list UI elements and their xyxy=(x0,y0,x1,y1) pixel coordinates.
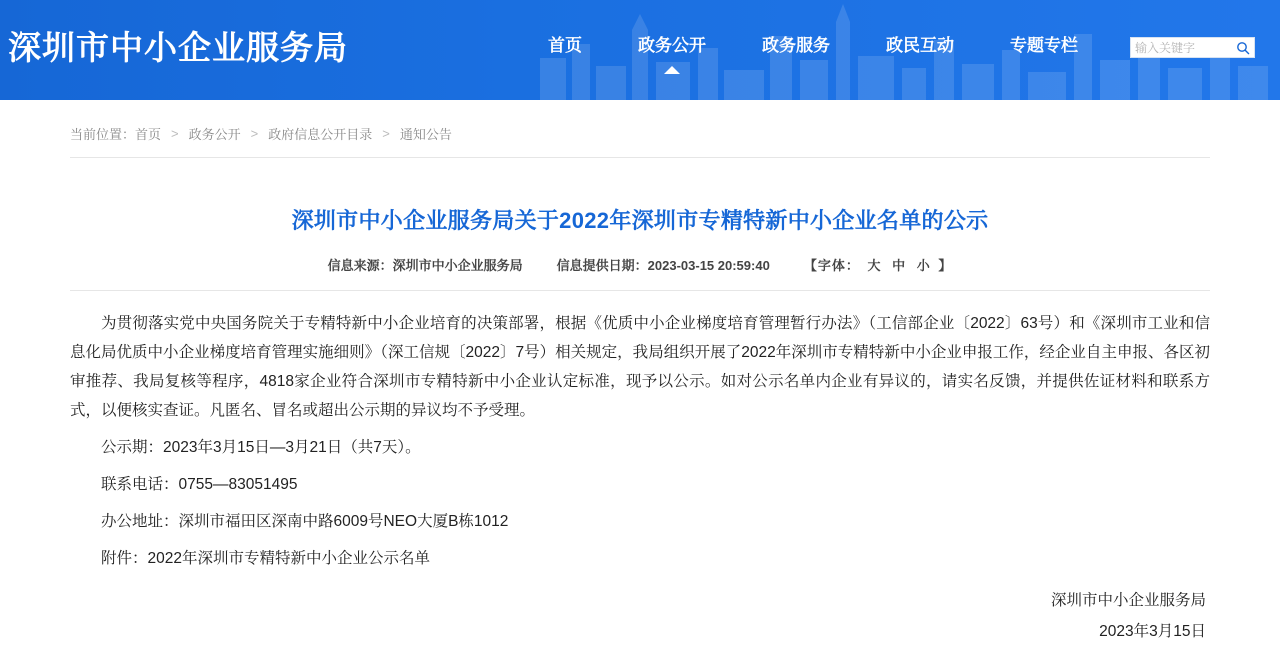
breadcrumb-separator: > xyxy=(171,126,179,141)
article-signature-block xyxy=(70,585,1210,647)
meta-date-value: 2023-03-15 20:59:40 xyxy=(647,257,770,273)
font-size-small[interactable]: 小 xyxy=(916,257,931,273)
search-icon[interactable] xyxy=(1231,38,1254,57)
font-size-medium[interactable]: 中 xyxy=(892,257,907,273)
meta-source-value: 深圳市中小企业服务局 xyxy=(392,257,523,273)
breadcrumb xyxy=(70,124,1210,158)
breadcrumb-separator: > xyxy=(382,126,390,141)
breadcrumb-item-announcements[interactable]: 通知公告 xyxy=(399,127,452,142)
meta-date xyxy=(557,255,770,274)
article xyxy=(70,158,1210,647)
font-size-label: 【字体： xyxy=(803,257,860,273)
nav-item-label: 专题专栏 xyxy=(1010,36,1078,55)
breadcrumb-item-home[interactable]: 首页 xyxy=(135,127,162,142)
meta-source-label: 信息来源： xyxy=(327,257,393,273)
meta-date-label: 信息提供日期： xyxy=(556,257,648,273)
nav-item-label: 首页 xyxy=(548,36,582,55)
breadcrumb-wrap xyxy=(0,100,1280,158)
article-meta xyxy=(70,255,1210,291)
breadcrumb-item-disclosure-catalog[interactable]: 政府信息公开目录 xyxy=(268,127,373,142)
article-body xyxy=(70,291,1210,573)
nav-item-government-disclosure[interactable] xyxy=(610,32,734,60)
search-icon-glyph xyxy=(1236,41,1250,55)
breadcrumb-item-government-disclosure[interactable]: 政务公开 xyxy=(188,127,241,142)
nav-item-special-columns[interactable] xyxy=(982,32,1106,60)
breadcrumb-separator: > xyxy=(250,126,259,141)
font-size-switcher xyxy=(804,255,953,274)
site-header xyxy=(0,0,1280,100)
nav-item-public-interaction[interactable] xyxy=(858,32,982,60)
nav-active-caret xyxy=(664,66,680,74)
signature-date: 2023年3月15日 xyxy=(1099,622,1206,640)
site-logo[interactable]: 深圳市中小企业服务局 xyxy=(8,29,348,66)
main-nav xyxy=(520,32,1106,60)
article-paragraph: 办公地址：深圳市福田区深南中路6009号NEO大厦B栋1012 xyxy=(101,512,509,530)
nav-item-home[interactable] xyxy=(520,32,610,60)
meta-source xyxy=(328,255,523,274)
nav-item-label: 政务公开 xyxy=(638,36,706,55)
search-input[interactable] xyxy=(1131,38,1231,57)
article-attachment-line[interactable]: 附件：2022年深圳市专精特新中小企业公示名单 xyxy=(101,549,430,567)
font-size-large[interactable]: 大 xyxy=(867,257,882,273)
page-title: 深圳市中小企业服务局关于2022年深圳市专精特新中小企业名单的公示 xyxy=(291,207,989,233)
signature-org: 深圳市中小企业服务局 xyxy=(1050,591,1206,609)
font-size-close-bracket: 】 xyxy=(938,257,953,273)
nav-item-label: 政民互动 xyxy=(886,36,954,55)
nav-item-label: 政务服务 xyxy=(762,36,830,55)
nav-item-government-services[interactable] xyxy=(734,32,858,60)
search-box[interactable] xyxy=(1130,37,1255,58)
article-paragraph: 联系电话：0755—83051495 xyxy=(101,475,298,493)
article-paragraph: 为贯彻落实党中央国务院关于专精特新中小企业培育的决策部署，根据《优质中小企业梯度培育管理暂行办法》（工信部企业〔2022〕63号）和《深圳市工业和信息化局优质中小企业梯度培育管理实施细则》（深工信规〔2022〕7号）相关规定，我局组织开展了2022年深圳市专精特新中小企业申报工作，经企业自主申报、各区初审推荐、我局复核等程序，4818家企业符合深圳市专精特新中小企业认定标准，现予以公示。如对公示名单内企业有异议的，请实名反馈，并提供佐证材料和联系方式，以便核实查证。凡匿名、冒名或超出公示期的异议均不予受理。 xyxy=(70,314,1210,419)
article-paragraph: 公示期：2023年3月15日—3月21日（共7天）。 xyxy=(101,438,421,456)
breadcrumb-label: 当前位置： xyxy=(70,127,136,142)
